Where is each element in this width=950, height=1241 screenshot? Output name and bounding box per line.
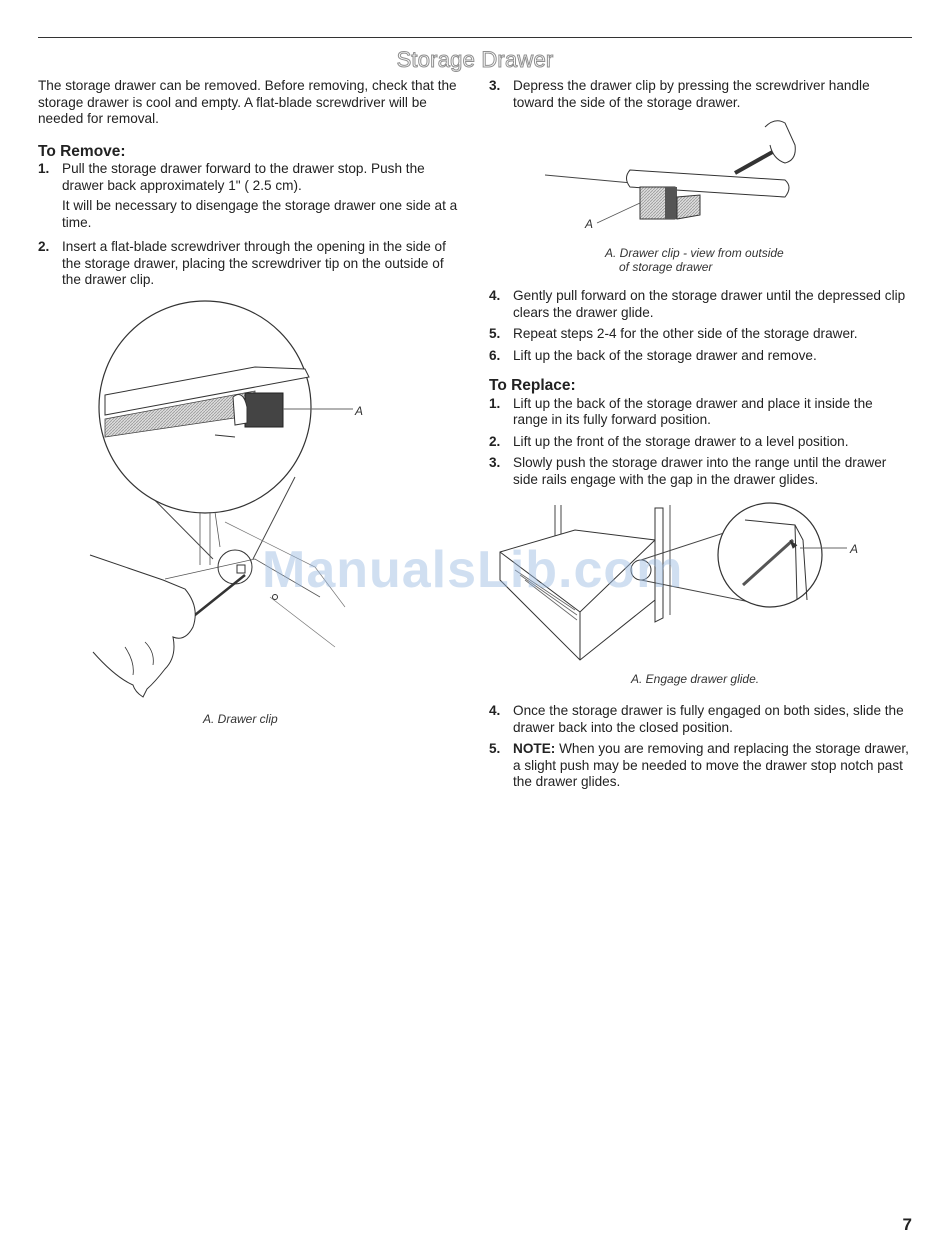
- figure-3-caption: A. Engage drawer glide.: [631, 672, 760, 686]
- step-text: Insert a flat-blade screwdriver through the opening in the side of the storage drawer, placing the screwdriver tip on the outside of the drawer clip.: [62, 239, 446, 287]
- page-number: 7: [902, 1215, 912, 1234]
- remove-step-6: [489, 348, 911, 365]
- step-number: 1.: [489, 395, 501, 411]
- replace-step-5: [489, 741, 911, 791]
- replace-step-3: [489, 455, 911, 488]
- remove-step-5: [489, 326, 911, 343]
- drawer-clip-illustration: [85, 297, 375, 707]
- figure-1-caption: A. Drawer clip: [203, 712, 278, 726]
- step-number: 4.: [489, 288, 501, 303]
- step-number: 3.: [489, 455, 501, 470]
- step-text: Once the storage drawer is fully engaged on both sides, slide the drawer back into the closed position.: [513, 703, 904, 735]
- step-number: 5.: [489, 326, 501, 341]
- page-title: Storage Drawer: [396, 47, 554, 72]
- watermark: ManualsLib.com: [262, 541, 684, 599]
- step-text: Gently pull forward on the storage drawer until the depressed clip clears the drawer glide.: [513, 288, 906, 320]
- remove-step-4: [489, 288, 911, 321]
- left-column: [38, 78, 466, 289]
- step-text: [513, 741, 911, 791]
- step-number: 1.: [38, 161, 50, 176]
- step-text: Slowly push the storage drawer into the range until the drawer side rails engage with the gap in the drawer glides.: [513, 455, 887, 487]
- replace-step-1: [489, 396, 911, 429]
- note-text: When you are removing and replacing the storage drawer, a slight push may be needed to move the drawer stop notch past the drawer glides.: [513, 741, 909, 789]
- figure-2-caption: [605, 246, 784, 274]
- replace-step-2: [489, 434, 911, 451]
- step-number: 2.: [489, 433, 501, 449]
- step-number: 6.: [489, 347, 501, 363]
- caption-line-1: A. Drawer clip - view from outside: [605, 246, 784, 260]
- step-text: Repeat steps 2-4 for the other side of the storage drawer.: [513, 326, 858, 341]
- step-text: Lift up the back of the storage drawer and place it inside the range in its fully forward position.: [513, 395, 873, 427]
- step-note: It will be necessary to disengage the storage drawer one side at a time.: [62, 198, 458, 230]
- drawer-clip-outside-view-illustration: [545, 115, 805, 240]
- remove-step-2: [38, 239, 466, 289]
- step-text: Depress the drawer clip by pressing the screwdriver handle toward the side of the storage drawer.: [513, 78, 870, 110]
- caption-line-2: of storage drawer: [619, 260, 713, 274]
- remove-heading: To Remove:: [38, 142, 126, 160]
- callout-label: A: [850, 542, 859, 556]
- step-text: Lift up the back of the storage drawer and remove.: [513, 347, 817, 363]
- step-text: Pull the storage drawer forward to the drawer stop. Push the drawer back approximately 1" ( 2.5 cm).: [62, 161, 425, 193]
- figure-2-callout: A: [585, 217, 594, 231]
- step-number: 3.: [489, 78, 501, 93]
- replace-heading: To Replace:: [489, 377, 576, 394]
- callout-label: A: [355, 404, 364, 418]
- replace-step-4: [489, 703, 911, 736]
- step-number: 4.: [489, 703, 501, 718]
- step-number: 2.: [38, 239, 50, 254]
- remove-step-1: [38, 161, 466, 231]
- remove-step-3: [489, 78, 911, 111]
- step-number: 5.: [489, 741, 501, 756]
- intro-paragraph: The storage drawer can be removed. Before removing, check that the storage drawer is cool and empty. A flat-blade screwdriver will be needed for removal.: [38, 78, 457, 126]
- step-text: Lift up the front of the storage drawer to a level position.: [513, 433, 849, 449]
- note-label: NOTE:: [513, 741, 556, 756]
- right-column-bottom: [489, 703, 911, 791]
- header-rule: [38, 37, 912, 38]
- right-column-middle: [489, 288, 911, 488]
- right-column-top: [489, 78, 911, 111]
